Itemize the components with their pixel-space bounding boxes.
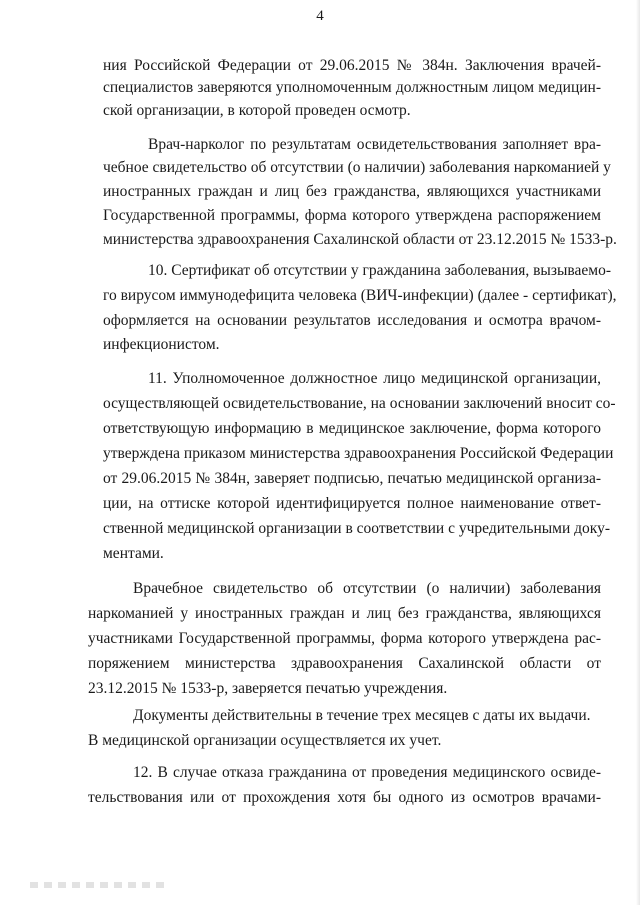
text-line: тельствования или от прохождения хотя бы одного из осмотров врачами- [88,789,601,806]
text-line: специалистов заверяются уполномоченным должностным лицом медицин- [103,79,601,96]
text-line: оформляется на основании результатов исследования и осмотра врачом- [103,312,601,329]
text-line: Врач-нарколог по результатам освидетельствования заполняет вра- [148,136,601,153]
text-line: Государственной программы, форма которого утверждена распоряжением [103,207,601,224]
text-line: инфекционистом. [103,336,220,353]
text-line: наркоманией у иностранных граждан и лиц без гражданства, являющихся [88,605,601,622]
text-line: ственной медицинской организации в соответствии с учредительными доку- [103,520,611,537]
text-line: В медицинской организации осуществляется их учет. [88,732,442,749]
text-line: утверждена приказом министерства здравоохранения Российской Федерации [103,445,614,462]
text-line: от 29.06.2015 № 384н, заверяет подписью, печатью медицинской организа- [103,470,601,487]
page-number: 4 [316,8,324,24]
text-line: ментами. [103,545,164,562]
text-line: 11. Уполномоченное должностное лицо медицинской организации, [148,370,601,387]
text-line: министерства здравоохранения Сахалинской области от 23.12.2015 № 1533-р. [103,231,617,248]
text-line: ции, на оттиске которой идентифицируется полное наименование ответ- [103,495,601,512]
scan-artifact [30,882,170,888]
scan-edge [636,0,640,905]
text-line: участниками Государственной программы, форма которого утверждена рас- [88,630,601,647]
text-line: чебное свидетельство об отсутствии (о наличии) заболевания наркоманией у [103,159,611,176]
text-line: 23.12.2015 № 1533-р, заверяется печатью учреждения. [88,680,448,697]
text-line: ответствующую информацию в медицинское заключение, форма которого [103,420,601,437]
text-line: Документы действительны в течение трех месяцев с даты их выдачи. [133,707,591,724]
text-line: го вирусом иммунодефицита человека (ВИЧ-инфекции) (далее - сертификат), [103,287,617,304]
text-line: ния Российской Федерации от 29.06.2015 № 384н. Заключения врачей- [103,57,601,74]
text-line: 10. Сертификат об отсутствии у гражданина заболевания, вызываемо- [148,262,611,279]
text-line: осуществляющей освидетельствование, на основании заключений вносит со- [103,395,616,412]
text-line: ской организации, в которой проведен осмотр. [103,102,411,119]
text-line: 12. В случае отказа гражданина от проведения медицинского освиде- [133,764,601,781]
text-line: Врачебное свидетельство об отсутствии (о наличии) заболевания [133,580,601,597]
text-line: иностранных граждан и лиц без гражданства, являющихся участниками [103,183,601,200]
text-line: поряжением министерства здравоохранения Сахалинской области от [88,655,601,672]
